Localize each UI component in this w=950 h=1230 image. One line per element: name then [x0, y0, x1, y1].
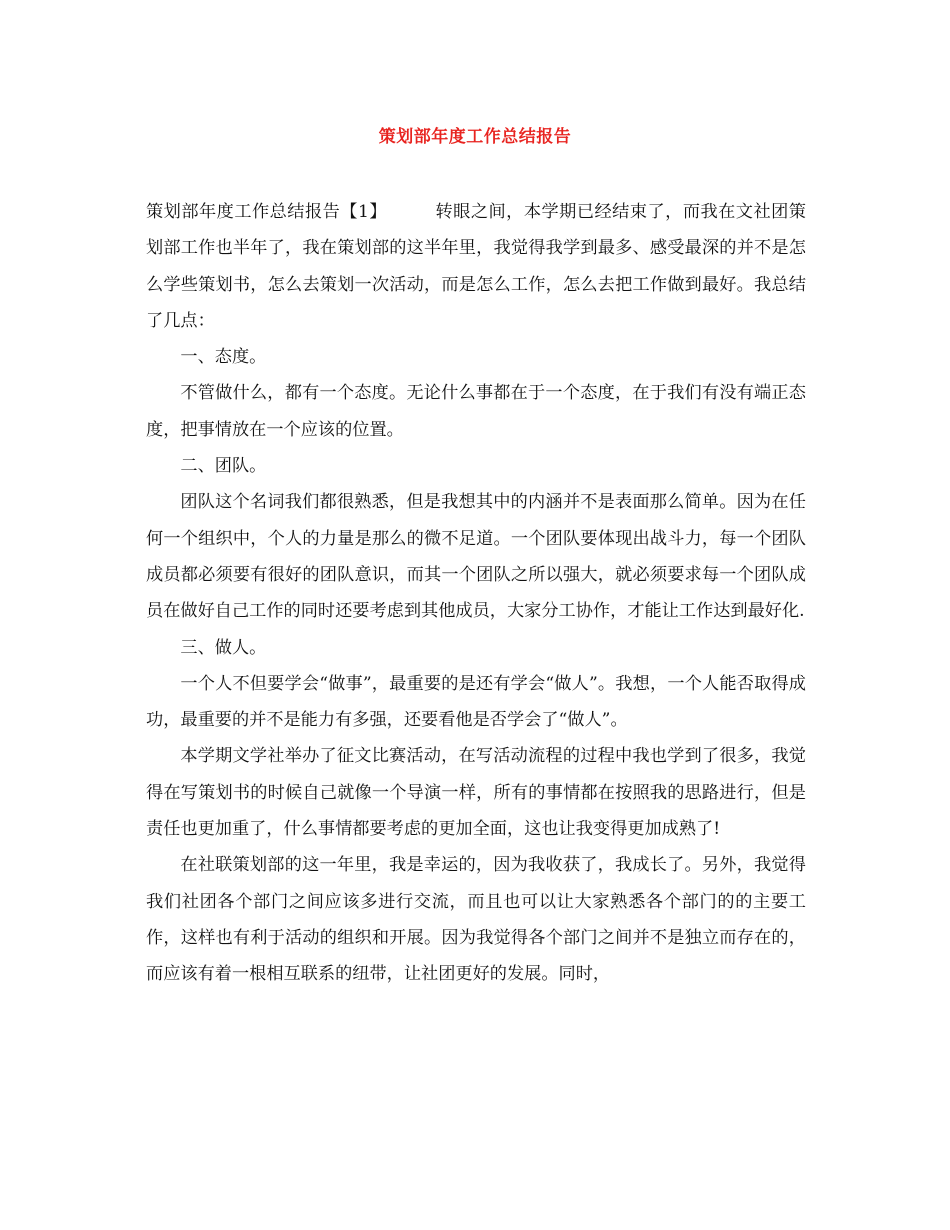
- document-title: 策划部年度工作总结报告: [378, 127, 572, 147]
- paragraph-person: 一个人不但要学会“做事”，最重要的是还有学会“做人”。我想，一个人能否取得成功，最重要的并不是能力有多强，还要看他是否学会了“做人”。: [146, 673, 806, 731]
- section-heading-team: 二、团队。: [180, 456, 267, 477]
- section-heading-attitude: 一、态度。: [180, 347, 267, 368]
- document-body: [146, 194, 806, 993]
- paragraph-team: 团队这个名词我们都很熟悉，但是我想其中的内涵并不是表面那么简单。因为在任何一个组织中，个人的力量是那么的微不足道。一个团队要体现出战斗力，每一个团队成员都必须要有很好的团队意识，而其一个团队之所以强大，就必须要求每一个团队成员在做好自己工作的同时还要考虑到其他成员，大家分工协作，才能让工作达到最好化.: [146, 492, 806, 622]
- paragraph-essay-contest: 本学期文学社举办了征文比赛活动，在写活动流程的过程中我也学到了很多，我觉得在写策划书的时候自己就像一个导演一样，所有的事情都在按照我的思路进行，但是责任也更加重了，什么事情都要考虑的更加全面，这也让我变得更加成熟了!: [146, 746, 806, 840]
- intro-heading: 策划部年度工作总结报告【1】: [146, 202, 388, 222]
- intro-paragraph: [146, 194, 806, 339]
- paragraph-attitude: 不管做什么，都有一个态度。无论什么事都在于一个态度，在于我们有没有端正态度，把事情放在一个应该的位置。: [146, 383, 806, 440]
- intro-text: 转眼之间，本学期已经结束了，而我在文社团策划部工作也半年了，我在策划部的这半年里，我觉得我学到最多、感受最深的并不是怎么学些策划书，怎么去策划一次活动，而是怎么工作，怎么去把工作做到最好。我总结了几点：: [146, 202, 806, 331]
- paragraph-reflection: 在社联策划部的这一年里，我是幸运的，因为我收获了，我成长了。另外，我觉得我们社团各个部门之间应该多进行交流，而且也可以让大家熟悉各个部门的的主要工作，这样也有利于活动的组织和开展。因为我觉得各个部门之间并不是独立而存在的，而应该有着一根相互联系的纽带，让社团更好的发展。同时，: [146, 855, 806, 985]
- section-heading-person: 三、做人。: [180, 637, 267, 658]
